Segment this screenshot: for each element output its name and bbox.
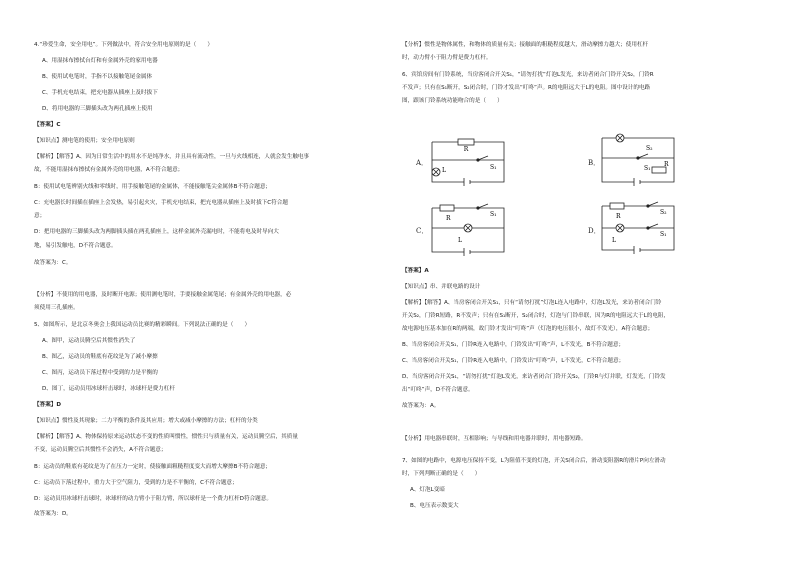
label-s1: S₁ — [644, 165, 651, 172]
q6-analysis: 【分析】用电器串联时，互相影响；与导线和用电器并联时，用电器短路。 — [402, 436, 587, 442]
label-s1: S₁ — [490, 164, 497, 171]
q4-explain-line: 地，易引发触电，D不符合题意。 — [34, 243, 117, 249]
label-r: R — [664, 161, 669, 168]
circuit-diagram-c — [428, 200, 508, 264]
label-l: L — [442, 167, 446, 174]
circuit-diagram-b — [598, 130, 678, 194]
q4-option-d: D、将用电器的三脚插头改为两孔插座上使用 — [42, 106, 153, 112]
q4-explain-line: 故，不能用湿抹布擦拭有金属外壳的用电器，A不符合题意； — [34, 167, 184, 173]
q6-stem-line: 6、宾馆房间有门铃系统，当房客闭合开关S₁，“请勿打扰”灯泡L发光，来访者闭合门铃开关S₂，门铃R — [402, 72, 654, 78]
q6-explain-line: 【解析】【解答】A、当房客闭合开关S₁，只有“请勿打扰”灯泡L连入电路中，灯泡L发光，来访者闭合门铃 — [402, 300, 662, 306]
label-l: L — [612, 237, 616, 244]
q7-option-a: A、灯泡L变暗 — [410, 487, 445, 493]
q6-final-answer: 故答案为：A。 — [402, 403, 440, 409]
q4-analysis-line: 【分析】不使用的用电器，及时断开电源；使用测电笔时，手要接触金属笔尾；有金属外壳的用电器，必 — [34, 292, 292, 298]
q5-option-d: D、图丁，运动员用冰球杆击球时，冰球杆是费力杠杆 — [42, 386, 175, 392]
q6-explain-line: D、当房客闭合开关S₁，“请勿打扰”灯泡L发光，来访者闭合门铃开关S₂，门铃R与灯并联，灯发光，门铃发 — [402, 374, 666, 380]
label-s1: S₁ — [490, 211, 497, 218]
q4-explain-line: 意； — [34, 213, 46, 219]
option-c-label: C． — [416, 227, 429, 235]
q5-explain-line: B：运动员的鞋底有花纹是为了在压力一定时，使接触面粗糙程度变大而增大摩擦B不符合题意； — [34, 464, 272, 470]
q5-knowledge-point: 【知识点】惯性及其现象；二力平衡的条件及其应用；增大或减小摩擦的方法；杠杆的分类 — [34, 418, 258, 424]
option-b-label: B． — [588, 159, 601, 167]
label-r: R — [616, 213, 621, 220]
q5-option-a: A、图甲，运动员腾空后其惯性消失了 — [42, 338, 136, 344]
q6-stem-line: 不发声；只有在S₁断开，S₂闭合时，门铃才发出“叮咚”声。R的电阻远大于L的电阻。图中设计的电路 — [402, 85, 651, 91]
q4-knowledge-point: 【知识点】测电笔的使用；安全用电原则 — [34, 138, 135, 144]
circuit-diagram-a — [428, 134, 508, 194]
q6-explain-line: B、当房客闭合开关S₁，门铃R连入电路中，门铃发出“叮咚”声，L不发光，B不符合题意； — [402, 342, 625, 348]
q5-answer: 【答案】D — [34, 402, 62, 408]
q5-analysis-line: 【分析】惯性是物体属性，和物体的质量有关；接触面的粗糙程度越大，滑动摩擦力越大；使用杠杆 — [402, 42, 649, 48]
option-d-label: D． — [588, 227, 601, 235]
q4-option-c: C、手机充电结束，把充电器从插座上及时拔下 — [42, 90, 158, 96]
q4-explain-line: D：把用电器的三脚插头改为两脚插头插在两孔插座上，这样金属外壳漏电时，不能将电及时导向大 — [34, 229, 279, 235]
q4-stem: 4.“珍爱生命，安全用电”。下列做法中，符合安全用电原则的是（ ） — [34, 42, 213, 48]
q4-explain-line: C：充电器长时间插在插座上会发热，易引起火灾，手机充电结束，把充电器从插座上及时拔下C符合题 — [34, 200, 288, 206]
q4-option-b: B、使用试电笔时，手指不以接触笔尾金属体 — [42, 74, 153, 80]
label-s2: S₂ — [646, 145, 653, 152]
q5-option-c: C、图丙，运动员下落过程中受到的力是平衡的 — [42, 370, 158, 376]
q4-explain-line: B：使用试电笔辨别火线和零线时，用手接触笔尾的金属体，不能接触笔尖金属体B不符合题意； — [34, 184, 272, 190]
label-l: L — [458, 237, 462, 244]
circuit-diagram-d — [598, 198, 678, 262]
q5-explain-line: D：运动员用冰球杆击球时，冰球杆的动力臂小于阻力臂，所以球杆是一个费力杠杆D符合题意。 — [34, 496, 272, 502]
q6-knowledge-point: 【知识点】串、并联电路的设计 — [402, 284, 481, 290]
q4-option-a: A、用湿抹布擦拭台灯和有金属外壳的家用电器 — [42, 58, 158, 64]
label-r: R — [446, 215, 451, 222]
q5-explain-line: 不变，运动员腾空后其惯性不会消失，A不符合题意； — [34, 447, 167, 453]
q4-final-answer: 故答案为：C。 — [34, 260, 72, 266]
q5-analysis-line: 时，动力臂小于阻力臂是费力杠杆。 — [402, 55, 492, 61]
q6-explain-line: 开关S₂，门铃R短路，R不发声；只有在S₁断开，S₂闭合时，灯泡与门铃串联，因为R的电阻远大于L的电阻， — [402, 313, 670, 319]
q7-stem-line: 7、如图的电路中，电源电压保持不变，L为阻值不变的灯泡，开关S闭合后，滑动变阻器R的滑片P向左滑动 — [402, 458, 666, 464]
q5-option-b: B、图乙，运动员的鞋底有花纹是为了减小摩擦 — [42, 354, 158, 360]
option-a-label: A． — [416, 159, 429, 167]
q5-explain-line: 【解析】【解答】A、物体保持原来运动状态不变的性质叫惯性，惯性只与质量有关，运动员腾空后，其质量 — [34, 434, 298, 440]
q6-explain-line: 出“叮咚”声，D不符合题意。 — [402, 387, 474, 393]
q6-explain-line: C、当房客闭合开关S₁，门铃R连入电路中，门铃发出“叮咚”声，L不发光，C不符合题意； — [402, 358, 625, 364]
label-s1: S₁ — [660, 231, 667, 238]
q5-explain-line: C：运动员下落过程中，重力大于空气阻力，受到的力是不平衡的，C不符合题意； — [34, 480, 238, 486]
q5-final-answer: 故答案为：D。 — [34, 511, 72, 517]
label-r: R — [463, 146, 469, 153]
q4-explain-line: 【解析】【解答】A、因为日常生活中的用水不是纯净水，并且具有流动性，一旦与火线相连，人就会发生触电事 — [34, 154, 310, 160]
q4-answer: 【答案】C — [34, 122, 61, 128]
q4-analysis-line: 须使用三孔插座。 — [34, 305, 79, 311]
q6-stem-line: 图，跟该门铃系统功能吻合的是（ ） — [402, 98, 503, 104]
q5-stem: 5、如图所示，是北京冬奥会上我国运动员比赛的精彩瞬间。下列说法正确的是（ ） — [34, 322, 251, 328]
q7-stem-line: 时，下列判断正确的是（ ） — [402, 471, 481, 477]
q6-explain-line: 故电源电压基本加在R的两端，故门铃才发出“叮咚”声（灯泡的电压很小，故灯不发光），A符合题意； — [402, 326, 654, 332]
q6-answer: 【答案】A — [402, 268, 429, 274]
q7-option-b: B、电压表示数变大 — [410, 503, 459, 509]
label-s2: S₂ — [660, 209, 667, 216]
